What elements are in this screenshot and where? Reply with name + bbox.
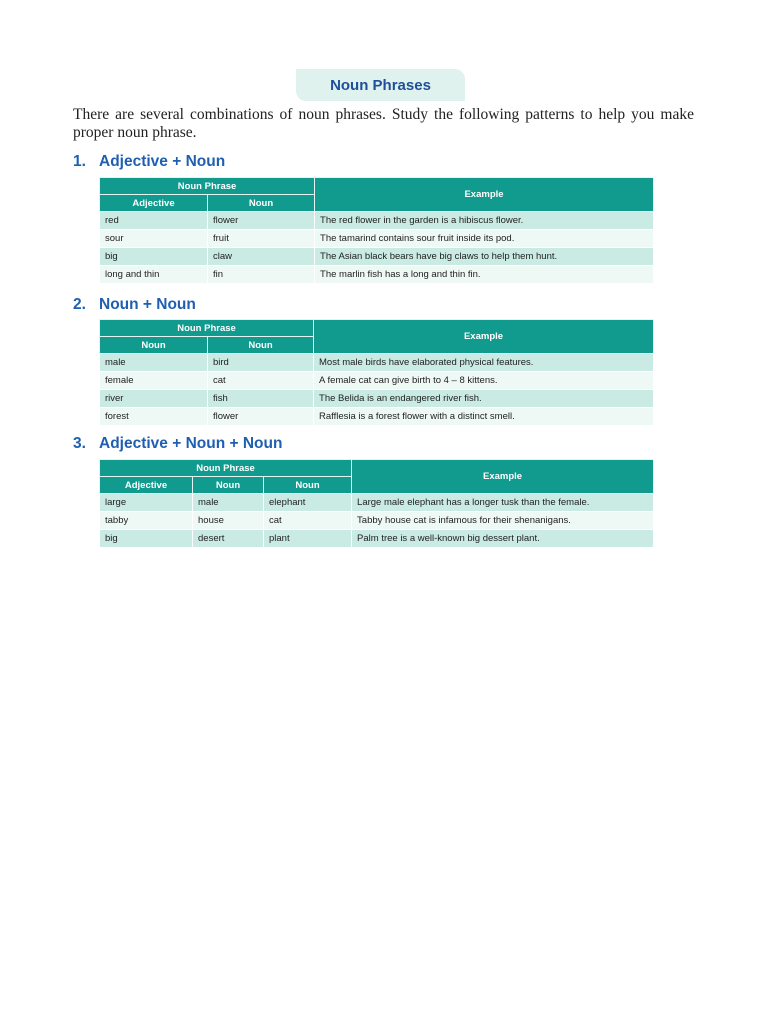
example-cell: Rafflesia is a forest flower with a distinct smell. — [314, 408, 654, 426]
title-banner — [296, 69, 465, 101]
section-number: 1. — [73, 153, 86, 170]
noun-phrase-header: Noun Phrase — [100, 460, 352, 477]
example-cell: A female cat can give birth to 4 – 8 kittens. — [314, 372, 654, 390]
table-cell: long and thin — [100, 266, 208, 284]
table-cell: big — [100, 248, 208, 266]
example-cell: The Asian black bears have big claws to help them hunt. — [315, 248, 654, 266]
table-cell: cat — [264, 512, 352, 530]
section-number: 2. — [73, 296, 86, 313]
table-cell: cat — [208, 372, 314, 390]
table-row — [100, 230, 654, 248]
example-cell: The red flower in the garden is a hibiscus flower. — [315, 212, 654, 230]
noun-phrase-header: Noun Phrase — [100, 178, 315, 195]
example-header: Example — [315, 178, 654, 212]
table-cell: river — [100, 390, 208, 408]
section-number: 3. — [73, 435, 86, 452]
table-adjective-noun-noun — [99, 459, 654, 548]
table-cell: desert — [193, 530, 264, 548]
column-header: Noun — [100, 337, 208, 354]
example-header: Example — [314, 320, 654, 354]
table-row — [100, 512, 654, 530]
example-cell: Most male birds have elaborated physical features. — [314, 354, 654, 372]
section-title: Adjective + Noun + Noun — [99, 435, 283, 452]
table-cell: claw — [208, 248, 315, 266]
example-header: Example — [352, 460, 654, 494]
table-row — [100, 408, 654, 426]
section-title: Noun + Noun — [99, 296, 196, 313]
table-cell: plant — [264, 530, 352, 548]
section-heading-1 — [73, 153, 225, 171]
table-cell: house — [193, 512, 264, 530]
table-cell: elephant — [264, 494, 352, 512]
table-cell: sour — [100, 230, 208, 248]
table-noun-noun — [99, 319, 654, 426]
column-header: Adjective — [100, 195, 208, 212]
table-cell: bird — [208, 354, 314, 372]
noun-phrase-header: Noun Phrase — [100, 320, 314, 337]
table-cell: large — [100, 494, 193, 512]
column-header: Noun — [208, 195, 315, 212]
section-heading-2 — [73, 296, 196, 314]
table-cell: red — [100, 212, 208, 230]
section-title: Adjective + Noun — [99, 153, 226, 170]
table-row — [100, 372, 654, 390]
example-cell: The Belida is an endangered river fish. — [314, 390, 654, 408]
table-cell: flower — [208, 212, 315, 230]
table-row — [100, 212, 654, 230]
table-cell: forest — [100, 408, 208, 426]
example-cell: The marlin fish has a long and thin fin. — [315, 266, 654, 284]
table-row — [100, 354, 654, 372]
table-cell: tabby — [100, 512, 193, 530]
page-title: Noun Phrases — [330, 76, 431, 94]
table-cell: male — [193, 494, 264, 512]
example-cell: Palm tree is a well-known big dessert plant. — [352, 530, 654, 548]
intro-paragraph: There are several combinations of noun phrases. Study the following patterns to help you make proper noun phrase. — [73, 106, 694, 141]
table-cell: big — [100, 530, 193, 548]
table-row — [100, 390, 654, 408]
section-heading-3 — [73, 435, 282, 453]
table-row — [100, 266, 654, 284]
table-row — [100, 530, 654, 548]
table-cell: female — [100, 372, 208, 390]
table-row — [100, 248, 654, 266]
table-cell: fish — [208, 390, 314, 408]
example-cell: Large male elephant has a longer tusk than the female. — [352, 494, 654, 512]
table-row — [100, 494, 654, 512]
column-header: Noun — [208, 337, 314, 354]
example-cell: Tabby house cat is infamous for their shenanigans. — [352, 512, 654, 530]
table-cell: flower — [208, 408, 314, 426]
table-cell: fruit — [208, 230, 315, 248]
table-cell: fin — [208, 266, 315, 284]
column-header: Adjective — [100, 477, 193, 494]
example-cell: The tamarind contains sour fruit inside its pod. — [315, 230, 654, 248]
column-header: Noun — [264, 477, 352, 494]
column-header: Noun — [193, 477, 264, 494]
table-cell: male — [100, 354, 208, 372]
table-adjective-noun — [99, 177, 654, 284]
